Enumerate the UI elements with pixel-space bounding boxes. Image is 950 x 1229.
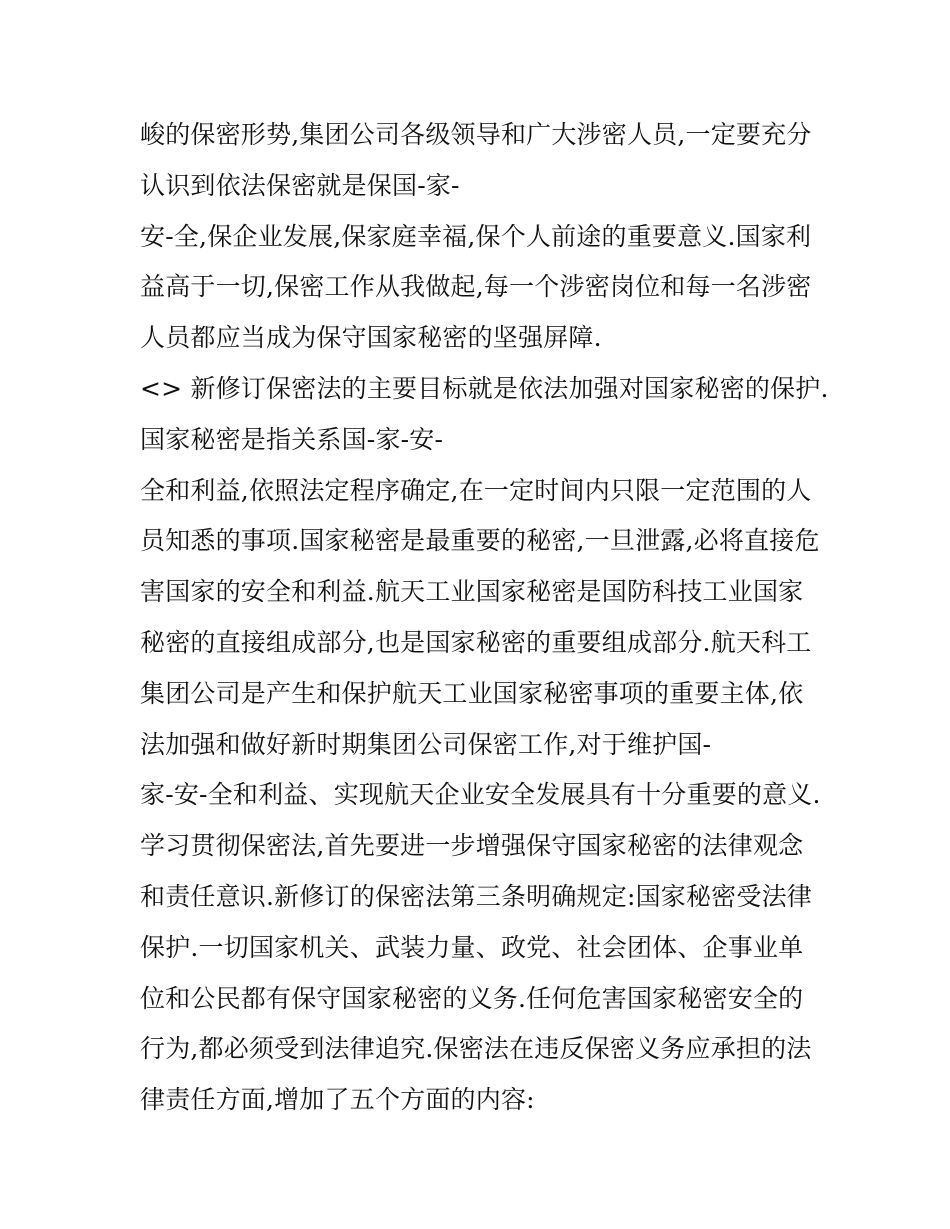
text-line: 行为,都必须受到法律追究.保密法在违反保密义务应承担的法 [140,1034,812,1064]
text-line: 和责任意识.新修订的保密法第三条明确规定:国家秘密受法律 [140,881,812,911]
text-line: 法加强和做好新时期集团公司保密工作,对于维护国- [140,729,712,759]
text-line: 安-全,保企业发展,保家庭幸福,保个人前途的重要意义.国家利 [140,221,812,251]
text-line: 人员都应当成为保守国家秘密的坚强屏障. [140,323,602,353]
text-line: 秘密的直接组成部分,也是国家秘密的重要组成部分.航天科工 [140,627,812,657]
body-text [140,110,840,1126]
text-line: <> 新修订保密法的主要目标就是依法加强对国家秘密的保护. [140,373,829,403]
text-line: 国家秘密是指关系国-家-安- [140,424,444,454]
text-line: 家-安-全和利益、实现航天企业安全发展具有十分重要的意义. [140,780,821,810]
text-line: 员知悉的事项.国家秘密是最重要的秘密,一旦泄露,必将直接危 [140,526,820,556]
text-line: 律责任方面,增加了五个方面的内容: [140,1085,535,1115]
text-line: 峻的保密形势,集团公司各级领导和广大涉密人员,一定要充分 [140,120,812,149]
text-line: 学习贯彻保密法,首先要进一步增强保守国家秘密的法律观念 [140,831,804,861]
text-line: 益高于一切,保密工作从我做起,每一个涉密岗位和每一名涉密 [140,272,812,302]
text-line: 保护.一切国家机关、武装力量、政党、社会团体、企事业单 [140,932,804,962]
text-line: 害国家的安全和利益.航天工业国家秘密是国防科技工业国家 [140,577,804,607]
text-line: 认识到依法保密就是保国-家- [140,170,460,200]
text-line: 集团公司是产生和保护航天工业国家秘密事项的重要主体,依 [140,678,804,708]
text-line: 全和利益,依照法定程序确定,在一定时间内只限一定范围的人 [140,475,812,505]
text-line: 位和公民都有保守国家秘密的义务.任何危害国家秘密安全的 [140,983,804,1013]
